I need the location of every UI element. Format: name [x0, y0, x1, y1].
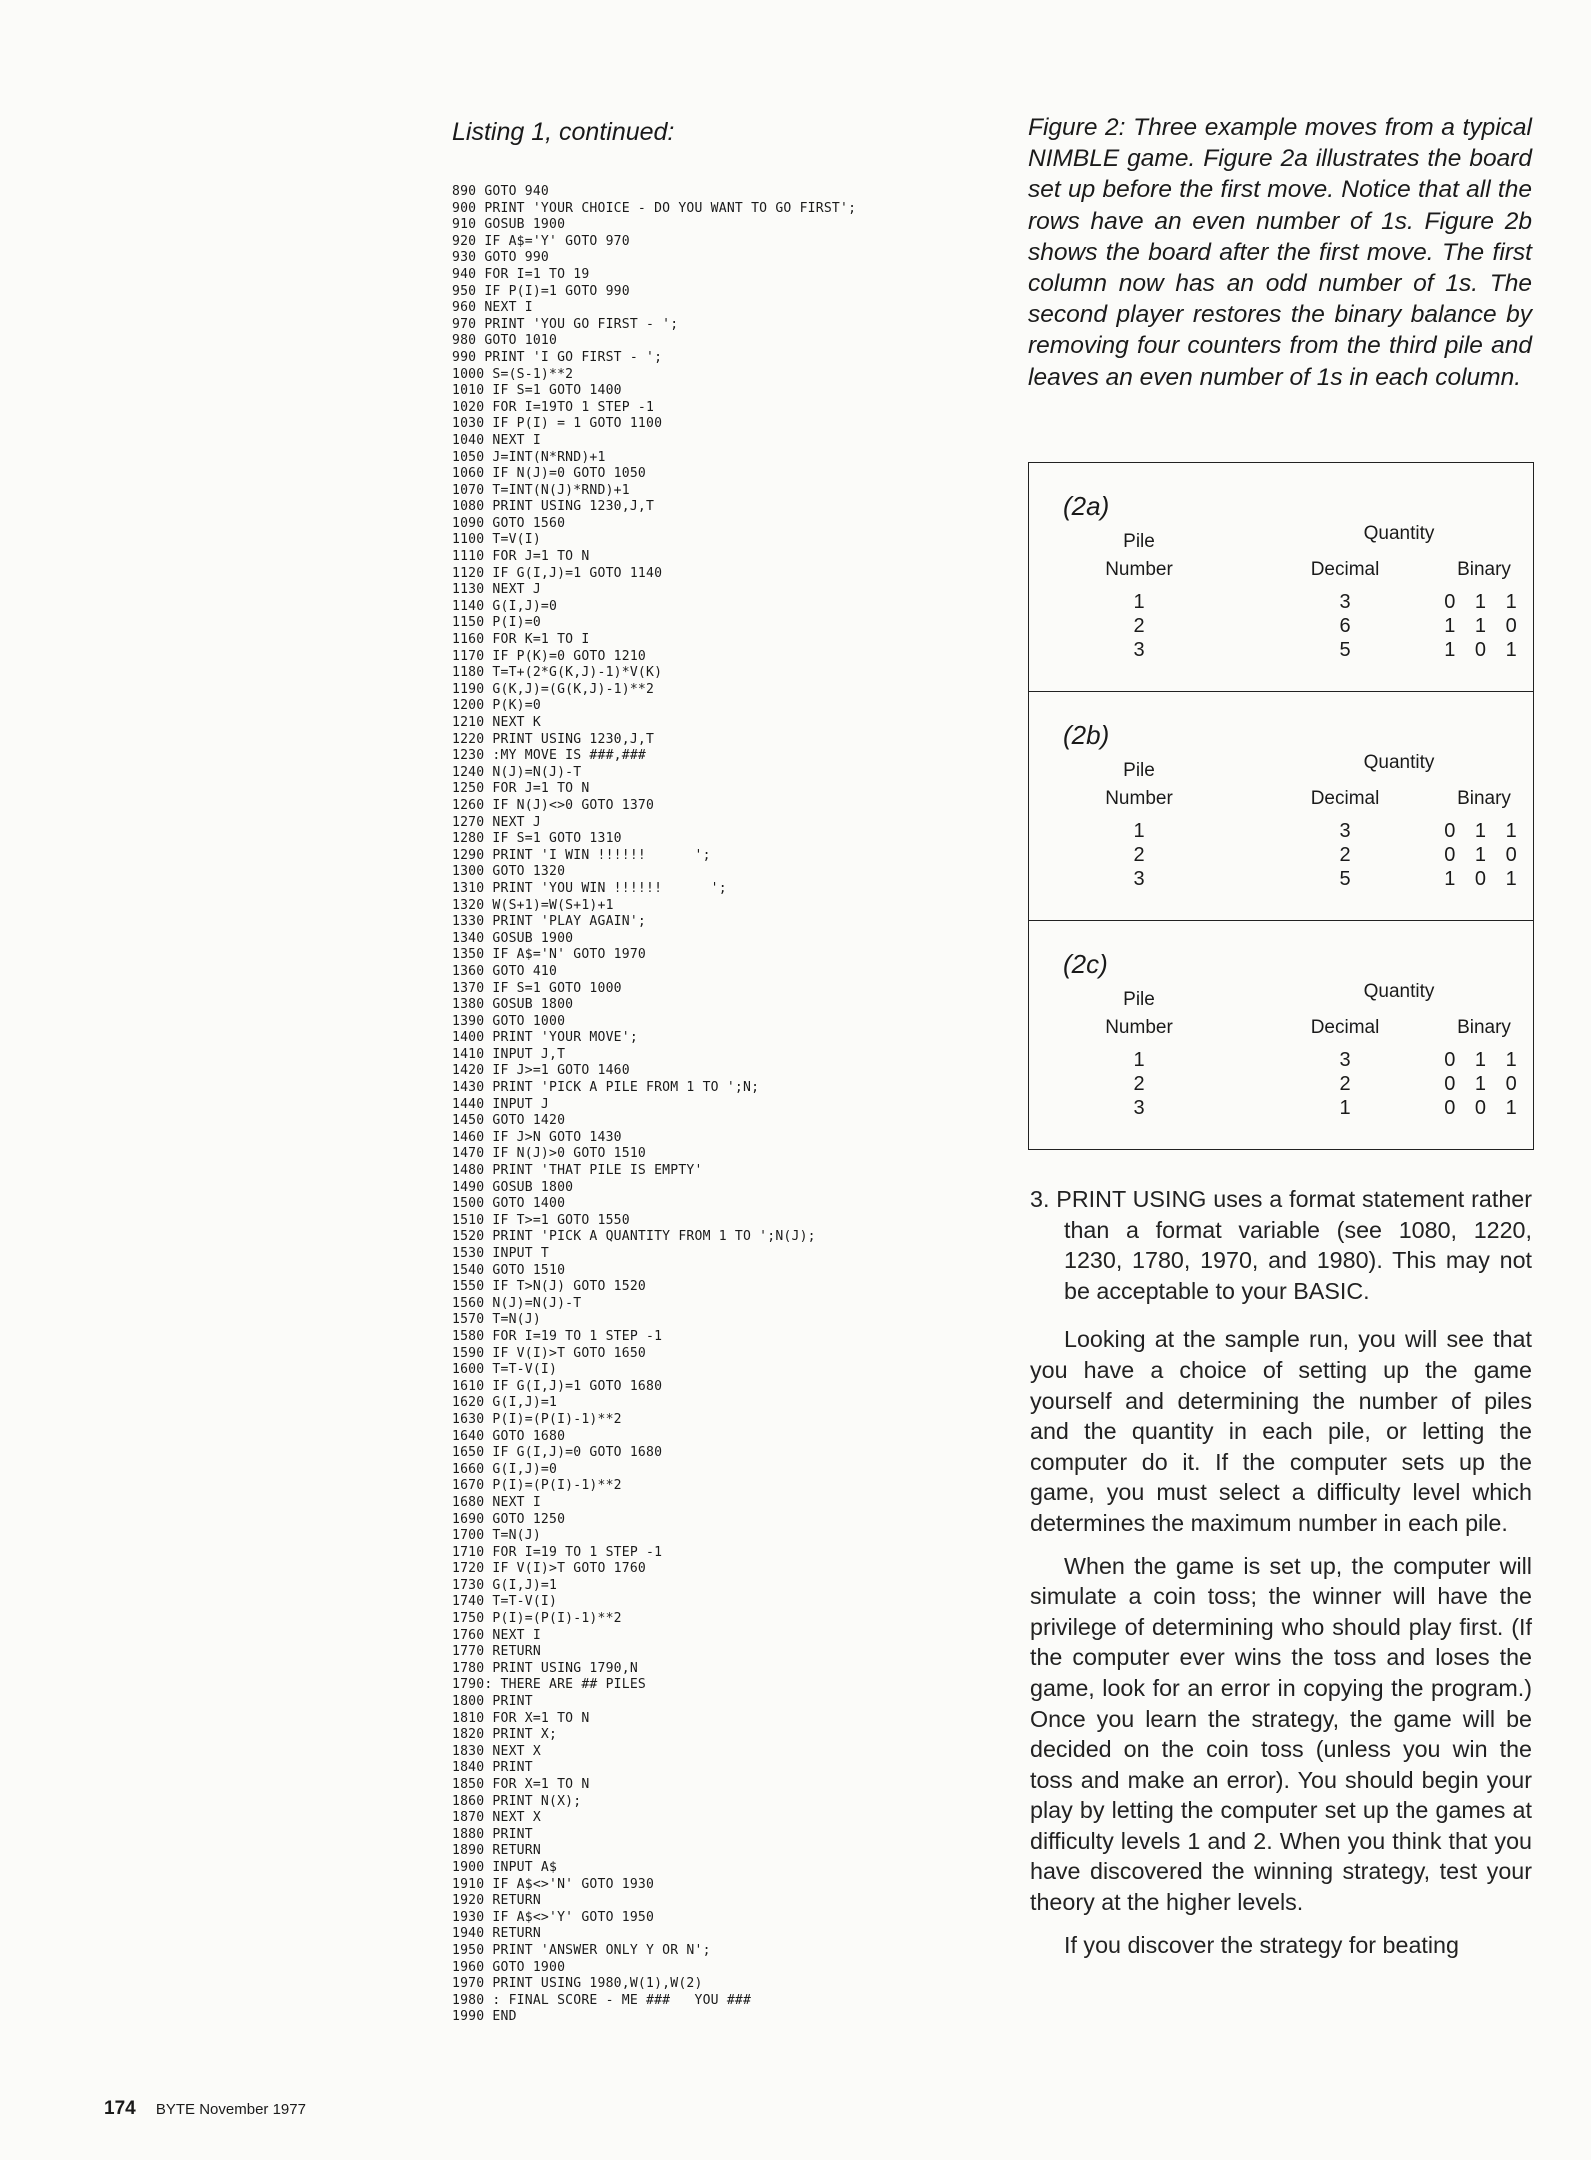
code-line: 1620 G(I,J)=1: [452, 1395, 558, 1411]
header-number: Number: [1105, 559, 1173, 580]
binary-cell: 0 1 1: [1444, 820, 1524, 842]
code-line: 1080 PRINT USING 1230,J,T: [452, 499, 655, 515]
code-line: 1190 G(K,J)=(G(K,J)-1)**2: [452, 681, 655, 697]
code-line: 1770 RETURN: [452, 1644, 541, 1660]
code-line: 1290 PRINT 'I WIN !!!!!! ';: [452, 847, 711, 863]
code-line: 940 FOR I=1 TO 19: [452, 266, 590, 282]
figure-panel: [1029, 463, 1533, 692]
header-binary: Binary: [1457, 559, 1511, 580]
code-line: 1980 : FINAL SCORE - ME ### YOU ###: [452, 1992, 752, 2008]
decimal-cell: 3: [1339, 1049, 1351, 1071]
code-line: 1610 IF G(I,J)=1 GOTO 1680: [452, 1378, 663, 1394]
code-line: 1470 IF N(J)>0 GOTO 1510: [452, 1146, 646, 1162]
decimal-cell: 2: [1339, 844, 1351, 866]
table-row: [1029, 868, 1533, 892]
code-line: 1490 GOSUB 1800: [452, 1179, 574, 1195]
code-line: 1280 IF S=1 GOTO 1310: [452, 831, 622, 847]
code-line: 1330 PRINT 'PLAY AGAIN';: [452, 914, 646, 930]
code-line: 1510 IF T>=1 GOTO 1550: [452, 1212, 630, 1228]
code-line: 1010 IF S=1 GOTO 1400: [452, 383, 622, 399]
code-line: 1120 IF G(I,J)=1 GOTO 1140: [452, 565, 663, 581]
code-line: 1310 PRINT 'YOU WIN !!!!!! ';: [452, 880, 727, 896]
code-line: 1040 NEXT I: [452, 432, 541, 448]
binary-cell: 0 0 1: [1444, 1097, 1524, 1119]
pile-number-cell: 1: [1133, 591, 1145, 613]
code-line: 1530 INPUT T: [452, 1246, 549, 1261]
page-number: 174: [104, 2098, 136, 2119]
figure-panel: [1029, 692, 1533, 921]
code-line: 1920 RETURN: [452, 1893, 541, 1909]
code-line: 1390 GOTO 1000: [452, 1013, 566, 1029]
code-line: 1890 RETURN: [452, 1843, 541, 1859]
pile-number-cell: 2: [1133, 844, 1145, 866]
header-decimal: Decimal: [1310, 559, 1380, 580]
decimal-cell: 1: [1339, 1097, 1351, 1119]
code-line: 950 IF P(I)=1 GOTO 990: [452, 283, 630, 299]
code-line: 1130 NEXT J: [452, 582, 541, 598]
table-row: [1029, 591, 1533, 615]
code-line: 990 PRINT 'I GO FIRST - ';: [452, 349, 663, 365]
code-line: 1160 FOR K=1 TO I: [452, 632, 590, 648]
code-line: 1790: THERE ARE ## PILES: [452, 1677, 646, 1693]
code-line: 930 GOTO 990: [452, 250, 549, 266]
code-line: 1810 FOR X=1 TO N: [452, 1710, 590, 1726]
pile-number-cell: 3: [1133, 868, 1145, 890]
code-line: 1600 T=T-V(I): [452, 1362, 558, 1378]
pile-number-cell: 2: [1133, 615, 1145, 637]
code-line: 1270 NEXT J: [452, 814, 541, 830]
decimal-cell: 3: [1339, 591, 1351, 613]
code-line: 1440 INPUT J: [452, 1096, 549, 1112]
binary-cell: 1 1 0: [1444, 615, 1524, 637]
pile-number-cell: 3: [1133, 1097, 1145, 1119]
code-line: 1370 IF S=1 GOTO 1000: [452, 980, 622, 996]
code-line: 1400 PRINT 'YOUR MOVE';: [452, 1030, 638, 1046]
code-line: 1480 PRINT 'THAT PILE IS EMPTY': [452, 1163, 703, 1179]
code-line: 1750 P(I)=(P(I)-1)**2: [452, 1611, 622, 1627]
code-line: 1930 IF A$<>'Y' GOTO 1950: [452, 1909, 655, 1925]
listing-caption: Listing 1, continued:: [452, 118, 675, 146]
binary-cell: 1 0 1: [1444, 868, 1524, 890]
header-pile: Pile: [1123, 531, 1155, 552]
code-line: 1990 END: [452, 2009, 517, 2025]
code-line: 1020 FOR I=19TO 1 STEP -1: [452, 399, 655, 415]
table-row: [1029, 1073, 1533, 1097]
code-line: 1860 PRINT N(X);: [452, 1793, 582, 1809]
code-line: 1840 PRINT: [452, 1760, 533, 1776]
code-line: 1640 GOTO 1680: [452, 1428, 566, 1444]
code-line: 1220 PRINT USING 1230,J,T: [452, 731, 655, 747]
decimal-cell: 2: [1339, 1073, 1351, 1095]
code-line: 1910 IF A$<>'N' GOTO 1930: [452, 1876, 655, 1892]
code-line: 1410 INPUT J,T: [452, 1046, 566, 1062]
code-line: 1710 FOR I=19 TO 1 STEP -1: [452, 1544, 663, 1560]
code-line: 1340 GOSUB 1900: [452, 930, 574, 946]
list-item-3: 3. PRINT USING uses a format statement rather than a format variable (see 1080, 1220, 1230, 1780, 1970, and 1980). This may not be acceptable to your BASIC.: [1030, 1186, 1532, 1304]
code-line: 1300 GOTO 1320: [452, 864, 566, 880]
code-line: 1650 IF G(I,J)=0 GOTO 1680: [452, 1445, 663, 1461]
code-line: 890 GOTO 940: [452, 184, 549, 199]
code-line: 1970 PRINT USING 1980,W(1),W(2): [452, 1976, 703, 1992]
code-line: 970 PRINT 'YOU GO FIRST - ';: [452, 316, 679, 332]
code-line: 1550 IF T>N(J) GOTO 1520: [452, 1279, 646, 1295]
panel-label: (2c): [1063, 949, 1108, 979]
code-line: 1420 IF J>=1 GOTO 1460: [452, 1063, 630, 1079]
code-line: 1570 T=N(J): [452, 1312, 541, 1328]
code-line: 1950 PRINT 'ANSWER ONLY Y OR N';: [452, 1942, 711, 1958]
decimal-cell: 5: [1339, 868, 1351, 890]
code-line: 1870 NEXT X: [452, 1810, 541, 1826]
code-line: 1380 GOSUB 1800: [452, 997, 574, 1013]
header-pile: Pile: [1123, 989, 1155, 1010]
decimal-cell: 6: [1339, 615, 1351, 637]
table-row: [1029, 820, 1533, 844]
table-row: [1029, 844, 1533, 868]
decimal-cell: 5: [1339, 639, 1351, 661]
code-line: 1670 P(I)=(P(I)-1)**2: [452, 1478, 622, 1494]
code-line: 1630 P(I)=(P(I)-1)**2: [452, 1411, 622, 1427]
code-line: 1450 GOTO 1420: [452, 1113, 566, 1129]
pile-number-cell: 1: [1133, 1049, 1145, 1071]
binary-cell: 0 1 1: [1444, 591, 1524, 613]
table-row: [1029, 639, 1533, 663]
header-number: Number: [1105, 788, 1173, 809]
code-line: 1090 GOTO 1560: [452, 515, 566, 531]
binary-cell: 0 1 0: [1444, 1073, 1524, 1095]
paragraph: When the game is set up, the computer will simulate a coin toss; the winner will have the privilege of determining who should play first. (If the computer ever wins the toss and loses the game, look for an error in copying the program.) Once you learn the strategy, the game will be decided on the coin toss (unless you win the toss and make an error). You should begin your play by letting the computer set up the games at difficulty levels 1 and 2. When you think that you have discovered the winning strategy, test your theory at the higher levels.: [1030, 1552, 1532, 1916]
paragraph: If you discover the strategy for beating: [1064, 1931, 1459, 1958]
paragraph: Looking at the sample run, you will see that you have a choice of setting up the game yourself and determining the number of piles and the quantity in each pile, or letting the computer do it. If the computer sets up the game, you must select a difficulty level which determines the maximum number in each pile.: [1030, 1326, 1532, 1536]
header-number: Number: [1105, 1017, 1173, 1038]
code-line: 1830 NEXT X: [452, 1743, 541, 1759]
pile-number-cell: 2: [1133, 1073, 1145, 1095]
code-line: 1430 PRINT 'PICK A PILE FROM 1 TO ';N;: [452, 1080, 760, 1096]
header-pile: Pile: [1123, 760, 1155, 781]
code-line: 1520 PRINT 'PICK A QUANTITY FROM 1 TO ';N(J);: [452, 1229, 816, 1245]
code-line: 960 NEXT I: [452, 300, 533, 316]
panel-label: (2a): [1063, 491, 1110, 521]
code-line: 1700 T=N(J): [452, 1528, 541, 1544]
panel-label: (2b): [1063, 720, 1110, 750]
pile-number-cell: 1: [1133, 820, 1145, 842]
header-quantity: Quantity: [1363, 752, 1435, 773]
table-body: [1029, 820, 1533, 892]
code-line: 1230 :MY MOVE IS ###,###: [452, 748, 646, 764]
code-line: 900 PRINT 'YOUR CHOICE - DO YOU WANT TO GO FIRST';: [452, 200, 857, 216]
code-line: 1900 INPUT A$: [452, 1859, 558, 1875]
table-row: [1029, 1097, 1533, 1121]
code-line: 1000 S=(S-1)**2: [452, 366, 574, 382]
code-line: 1880 PRINT: [452, 1826, 533, 1842]
binary-cell: 0 1 0: [1444, 844, 1524, 866]
code-line: 1960 GOTO 1900: [452, 1959, 566, 1975]
program-listing: [452, 184, 972, 2026]
code-line: 1170 IF P(K)=0 GOTO 1210: [452, 648, 646, 664]
code-line: 1050 J=INT(N*RND)+1: [452, 449, 606, 465]
article-body: [1030, 1184, 1532, 1960]
code-line: 1500 GOTO 1400: [452, 1196, 566, 1212]
code-line: 980 GOTO 1010: [452, 333, 558, 349]
code-line: 1760 NEXT I: [452, 1627, 541, 1643]
binary-cell: 1 0 1: [1444, 639, 1524, 661]
code-line: 1730 G(I,J)=1: [452, 1577, 558, 1593]
code-line: 1590 IF V(I)>T GOTO 1650: [452, 1345, 646, 1361]
figure-panel: [1029, 921, 1533, 1150]
table-row: [1029, 1049, 1533, 1073]
decimal-cell: 3: [1339, 820, 1351, 842]
code-line: 1740 T=T-V(I): [452, 1594, 558, 1610]
publication-name: BYTE November 1977: [155, 2101, 306, 2118]
code-line: 1800 PRINT: [452, 1694, 533, 1710]
figure-caption: Figure 2: Three example moves from a typical NIMBLE game. Figure 2a illustrates the board set up before the first move. Notice that all the rows have an even number of 1s. Figure 2b shows the board after the first move. The first column now has an odd number of 1s. The second player restores the binary balance by removing four counters from the third pile and leaves an even number of 1s in each column.: [1028, 114, 1532, 391]
header-binary: Binary: [1457, 788, 1511, 809]
code-line: 1720 IF V(I)>T GOTO 1760: [452, 1561, 646, 1577]
figure-2-tables: [1028, 462, 1534, 1150]
code-line: 1210 NEXT K: [452, 715, 541, 730]
code-line: 1140 G(I,J)=0: [452, 598, 558, 614]
header-quantity: Quantity: [1363, 523, 1435, 544]
code-line: 1460 IF J>N GOTO 1430: [452, 1129, 622, 1145]
code-line: 1690 GOTO 1250: [452, 1511, 566, 1527]
binary-cell: 0 1 1: [1444, 1049, 1524, 1071]
table-body: [1029, 1049, 1533, 1121]
code-line: 1580 FOR I=19 TO 1 STEP -1: [452, 1328, 663, 1344]
code-line: 1320 W(S+1)=W(S+1)+1: [452, 897, 614, 913]
code-line: 1070 T=INT(N(J)*RND)+1: [452, 482, 630, 498]
header-binary: Binary: [1457, 1017, 1511, 1038]
code-line: 1940 RETURN: [452, 1926, 541, 1942]
code-line: 1350 IF A$='N' GOTO 1970: [452, 947, 646, 963]
code-line: 1250 FOR J=1 TO N: [452, 781, 590, 797]
code-line: 1680 NEXT I: [452, 1494, 541, 1510]
code-line: 1030 IF P(I) = 1 GOTO 1100: [452, 416, 663, 432]
code-line: 1540 GOTO 1510: [452, 1262, 566, 1278]
table-body: [1029, 591, 1533, 663]
pile-number-cell: 3: [1133, 639, 1145, 661]
code-line: 1060 IF N(J)=0 GOTO 1050: [452, 466, 646, 482]
table-row: [1029, 615, 1533, 639]
header-quantity: Quantity: [1363, 981, 1435, 1002]
code-line: 1850 FOR X=1 TO N: [452, 1777, 590, 1792]
code-line: 1200 P(K)=0: [452, 698, 541, 714]
code-line: 1100 T=V(I): [452, 532, 541, 548]
header-decimal: Decimal: [1310, 788, 1380, 809]
code-line: 910 GOSUB 1900: [452, 217, 566, 233]
code-line: 1560 N(J)=N(J)-T: [452, 1295, 582, 1311]
header-decimal: Decimal: [1310, 1017, 1380, 1038]
code-line: 1180 T=T+(2*G(K,J)-1)*V(K): [452, 665, 663, 681]
code-line: 1780 PRINT USING 1790,N: [452, 1660, 638, 1676]
code-line: 1820 PRINT X;: [452, 1727, 558, 1743]
code-line: 920 IF A$='Y' GOTO 970: [452, 233, 630, 249]
code-line: 1260 IF N(J)<>0 GOTO 1370: [452, 797, 655, 813]
code-line: 1240 N(J)=N(J)-T: [452, 764, 582, 780]
page-footer: [104, 2098, 306, 2120]
code-line: 1150 P(I)=0: [452, 615, 541, 631]
code-line: 1360 GOTO 410: [452, 963, 558, 979]
code-line: 1110 FOR J=1 TO N: [452, 549, 590, 565]
code-line: 1660 G(I,J)=0: [452, 1461, 558, 1477]
